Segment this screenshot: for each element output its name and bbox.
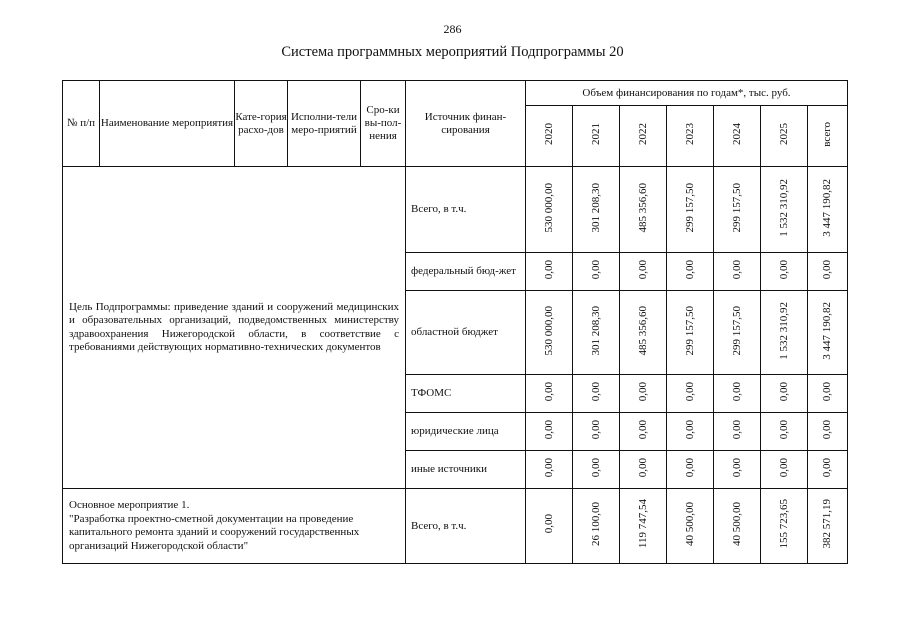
header-executors: Исполни-тели меро-приятий: [288, 81, 361, 167]
value-cell: 299 157,50: [667, 291, 714, 375]
value-cell: 299 157,50: [714, 167, 761, 253]
value-cell: 0,00: [667, 413, 714, 451]
value-cell: 0,00: [808, 451, 848, 489]
value-cell: 3 447 190,82: [808, 291, 848, 375]
value-cell: 485 356,60: [620, 291, 667, 375]
value-cell: 40 500,00: [714, 489, 761, 564]
header-deadline: Сро-ки вы-пол-нения: [361, 81, 406, 167]
value-cell: 0,00: [714, 253, 761, 291]
value-cell: 0,00: [667, 375, 714, 413]
source-cell: федеральный бюд-жет: [406, 253, 526, 291]
value-cell: 0,00: [761, 413, 808, 451]
value-cell: 530 000,00: [526, 291, 573, 375]
page-number: 286: [443, 22, 462, 36]
header-num: № п/п: [63, 81, 100, 167]
value-cell: 0,00: [761, 451, 808, 489]
source-cell: областной бюджет: [406, 291, 526, 375]
header-name: Наименование мероприятия: [100, 81, 235, 167]
header-year-2023: 2023: [667, 106, 714, 167]
value-cell: 485 356,60: [620, 167, 667, 253]
value-cell: 301 208,30: [573, 291, 620, 375]
value-cell: 3 447 190,82: [808, 167, 848, 253]
value-cell: 530 000,00: [526, 167, 573, 253]
value-cell: 0,00: [667, 253, 714, 291]
value-cell: 0,00: [667, 451, 714, 489]
value-cell: 0,00: [714, 413, 761, 451]
value-cell: 0,00: [620, 375, 667, 413]
value-cell: 0,00: [526, 413, 573, 451]
value-cell: 1 532 310,92: [761, 291, 808, 375]
header-year-2021: 2021: [573, 106, 620, 167]
value-cell: 0,00: [573, 253, 620, 291]
value-cell: 382 571,19: [808, 489, 848, 564]
value-cell: 0,00: [620, 451, 667, 489]
value-cell: 299 157,50: [667, 167, 714, 253]
source-cell: юридические лица: [406, 413, 526, 451]
activities-table: [62, 80, 848, 564]
header-year-2020: 2020: [526, 106, 573, 167]
value-cell: 119 747,54: [620, 489, 667, 564]
value-cell: 0,00: [573, 451, 620, 489]
value-cell: 301 208,30: [573, 167, 620, 253]
source-cell: иные источники: [406, 451, 526, 489]
value-cell: 0,00: [573, 375, 620, 413]
activity-1-name: "Разработка проектно-сметной документации на проведение капитального ремонта зданий и сооружений государственных организаций Нижегородской области": [69, 512, 360, 552]
value-cell: 0,00: [761, 375, 808, 413]
activity-1-number: Основное мероприятие 1.: [69, 499, 190, 511]
header-year-2024: 2024: [714, 106, 761, 167]
value-cell: 155 723,65: [761, 489, 808, 564]
value-cell: 0,00: [526, 489, 573, 564]
header-source: Источник финан-сирования: [406, 81, 526, 167]
value-cell: 40 500,00: [667, 489, 714, 564]
value-cell: 0,00: [526, 253, 573, 291]
value-cell: 0,00: [714, 375, 761, 413]
header-funding: Объем финансирования по годам*, тыс. руб.: [526, 81, 848, 106]
page-title: Система программных мероприятий Подпрограммы 20: [281, 44, 624, 60]
value-cell: 0,00: [526, 451, 573, 489]
value-cell: 0,00: [808, 253, 848, 291]
value-cell: 26 100,00: [573, 489, 620, 564]
value-cell: 0,00: [573, 413, 620, 451]
value-cell: 0,00: [808, 375, 848, 413]
source-cell: Всего, в т.ч.: [406, 489, 526, 564]
value-cell: 0,00: [808, 413, 848, 451]
header-category: Кате-гория расхо-дов: [235, 81, 288, 167]
goal-text: Цель Подпрограммы: приведение зданий и сооружений медицинских и образовательных организаций, подведомственных министерству здравоохранения Нижегородской области, в соответствие с требованиями действующих нормативно-технических документов: [63, 167, 406, 489]
source-cell: ТФОМС: [406, 375, 526, 413]
value-cell: 299 157,50: [714, 291, 761, 375]
header-year-2025: 2025: [761, 106, 808, 167]
value-cell: 0,00: [620, 413, 667, 451]
value-cell: 0,00: [620, 253, 667, 291]
value-cell: 0,00: [714, 451, 761, 489]
header-year-2022: 2022: [620, 106, 667, 167]
activity-1-text: [63, 489, 406, 564]
header-year-total: всего: [808, 106, 848, 167]
value-cell: 0,00: [761, 253, 808, 291]
source-cell: Всего, в т.ч.: [406, 167, 526, 253]
value-cell: 0,00: [526, 375, 573, 413]
value-cell: 1 532 310,92: [761, 167, 808, 253]
